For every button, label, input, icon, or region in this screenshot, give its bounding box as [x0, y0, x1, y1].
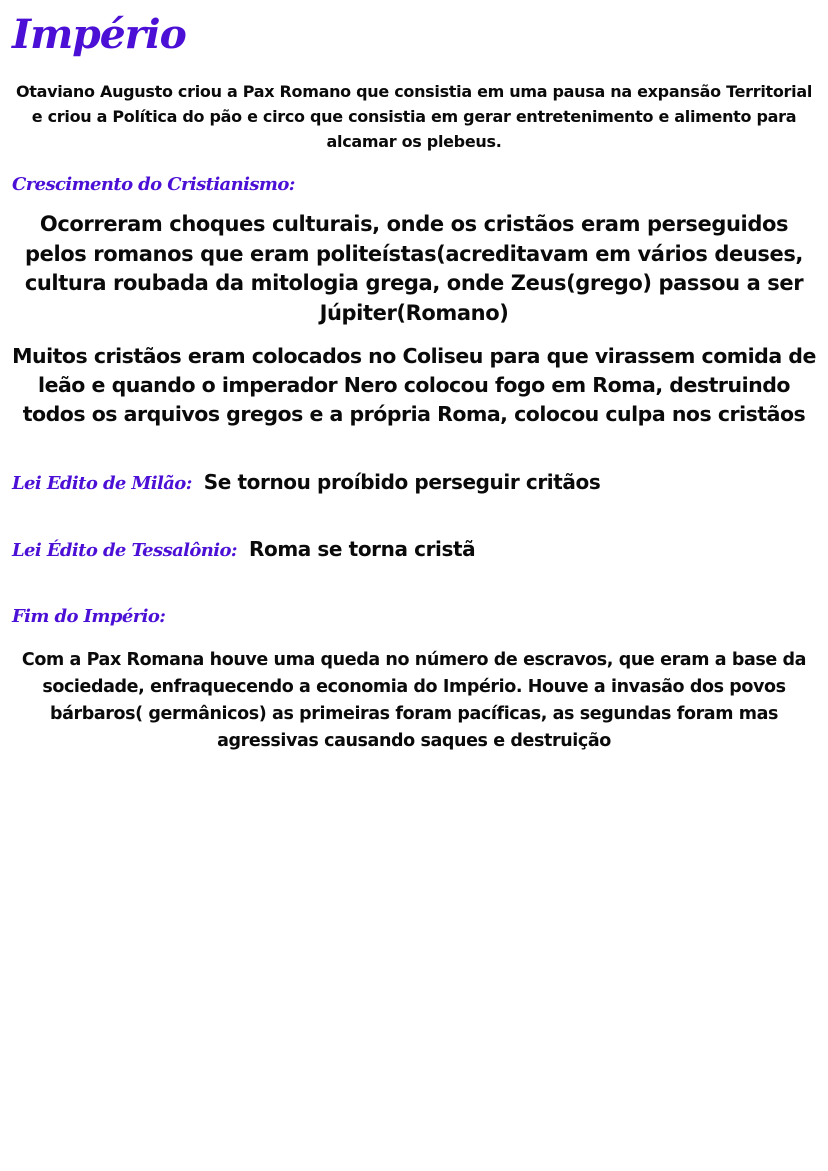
- heading-fim-imperio: Fim do Império:: [12, 606, 166, 627]
- paragraph-choques-culturais: Ocorreram choques culturais, onde os cristãos eram perseguidos pelos romanos que eram politeístas(acreditavam em vários deuses, cultura roubada da mitologia grega, onde Zeus(grego) passou a ser Júpiter(Romano): [24, 212, 804, 325]
- text-edito-tessalonio: Roma se torna cristã: [248, 537, 476, 561]
- heading-edito-tessalonio: Lei Édito de Tessalônio:: [12, 540, 237, 561]
- page-title: Império: [12, 11, 186, 58]
- intro-paragraph: Otaviano Augusto criou a Pax Romano que consistia em uma pausa na expansão Territorial e criou a Política do pão e circo que consistia em gerar entretenimento e alimento para alcamar os plebeus.: [15, 82, 813, 151]
- paragraph-fim-imperio: Com a Pax Romana houve uma queda no número de escravos, que eram a base da sociedade, enfraquecendo a economia do Império. Houve a invasão dos povos bárbaros( germânicos) as primeiras foram pacíficas, as segundas foram mas agressivas causando saques e destruição: [21, 650, 807, 751]
- section-edito-tessalonio: [12, 533, 475, 567]
- heading-crescimento-cristianismo: Crescimento do Cristianismo:: [12, 174, 295, 195]
- heading-edito-milao: Lei Edito de Milão:: [12, 473, 192, 494]
- section-edito-milao: [12, 466, 600, 500]
- text-edito-milao: Se tornou proíbido perseguir critãos: [203, 470, 601, 494]
- paragraph-coliseu: Muitos cristãos eram colocados no Coliseu para que virassem comida de leão e quando o imperador Nero colocou fogo em Roma, destruindo todos os arquivos gregos e a própria Roma, colocou culpa nos cristãos: [12, 344, 816, 426]
